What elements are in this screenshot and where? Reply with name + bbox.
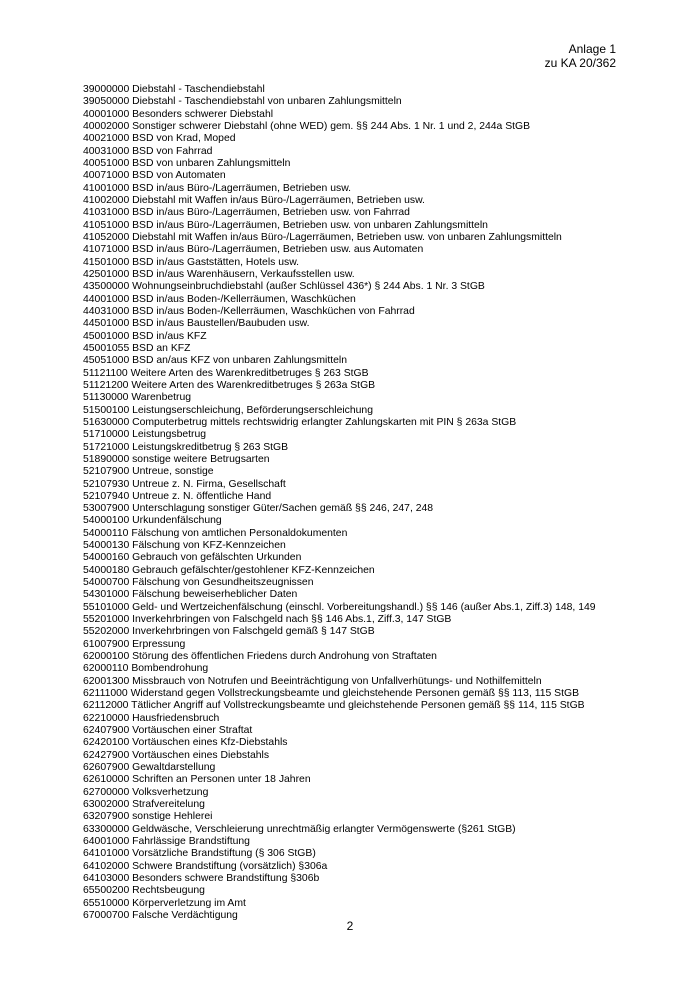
list-item: 51710000 Leistungsbetrug — [83, 429, 207, 441]
list-item: 40002000 Sonstiger schwerer Diebstahl (ohne WED) gem. §§ 244 Abs. 1 Nr. 1 und 2, 244a StGB — [83, 120, 531, 132]
list-item: 63207900 sonstige Hehlerei — [83, 811, 213, 823]
list-item: 62000110 Bombendrohung — [83, 663, 209, 675]
list-item: 54000160 Gebrauch von gefälschten Urkunden — [83, 552, 302, 564]
list-item: 55202000 Inverkehrbringen von Falschgeld gemäß § 147 StGB — [83, 626, 375, 638]
list-item: 64101000 Vorsätzliche Brandstiftung (§ 306 StGB) — [83, 848, 316, 860]
list-item: 62111000 Widerstand gegen Vollstreckungsbeamte und gleichstehende Personen gemäß §§ 113, 115 StGB — [83, 688, 580, 700]
list-item: 62210000 Hausfriedensbruch — [83, 712, 220, 724]
offense-code-list — [83, 84, 596, 922]
list-item: 55101000 Geld- und Wertzeichenfälschung (einschl. Vorbereitungshandl.) §§ 146 (außer Abs.1, Ziff.3) 148, 149 — [83, 601, 596, 613]
list-item: 51500100 Leistungserschleichung, Beförderungserschleichung — [83, 404, 373, 416]
annex-label: Anlage 1 — [568, 42, 616, 56]
list-item: 41031000 BSD in/aus Büro-/Lagerräumen, Betrieben usw. von Fahrrad — [83, 207, 410, 219]
list-item: 41071000 BSD in/aus Büro-/Lagerräumen, Betrieben usw. aus Automaten — [83, 244, 424, 256]
list-item: 55201000 Inverkehrbringen von Falschgeld nach §§ 146 Abs.1, Ziff.3, 147 StGB — [83, 614, 452, 626]
list-item: 62407900 Vortäuschen einer Straftat — [83, 725, 253, 737]
list-item: 51121200 Weitere Arten des Warenkreditbetruges § 263a StGB — [83, 379, 376, 391]
list-item: 65510000 Körperverletzung im Amt — [83, 897, 246, 909]
list-item: 41002000 Diebstahl mit Waffen in/aus Büro-/Lagerräumen, Betrieben usw. — [83, 194, 425, 206]
list-item: 51721000 Leistungskreditbetrug § 263 StGB — [83, 441, 289, 453]
list-item: 62700000 Volksverhetzung — [83, 786, 209, 798]
list-item: 62112000 Tätlicher Angriff auf Vollstreckungsbeamte und gleichstehende Personen gemäß §§ 114, 115 StGB — [83, 700, 585, 712]
list-item: 44501000 BSD in/aus Baustellen/Baubuden usw. — [83, 318, 310, 330]
list-item: 51121100 Weitere Arten des Warenkreditbetruges § 263 StGB — [83, 367, 369, 379]
list-item: 54000700 Fälschung von Gesundheitszeugnissen — [83, 577, 314, 589]
document-header — [545, 42, 616, 70]
list-item: 40031000 BSD von Fahrrad — [83, 145, 213, 157]
list-item: 45001055 BSD an KFZ — [83, 342, 191, 354]
list-item: 54000110 Fälschung von amtlichen Personaldokumenten — [83, 527, 348, 539]
list-item: 62000100 Störung des öffentlichen Friedens durch Androhung von Straftaten — [83, 651, 437, 663]
list-item: 64102000 Schwere Brandstiftung (vorsätzlich) §306a — [83, 860, 328, 872]
list-item: 51130000 Warenbetrug — [83, 392, 192, 404]
list-item: 39000000 Diebstahl - Taschendiebstahl — [83, 84, 265, 95]
list-item: 64103000 Besonders schwere Brandstiftung §306b — [83, 873, 320, 884]
list-item: 41051000 BSD in/aus Büro-/Lagerräumen, Betrieben usw. von unbaren Zahlungsmitteln — [83, 219, 488, 231]
list-item: 53007900 Unterschlagung sonstiger Güter/Sachen gemäß §§ 246, 247, 248 — [83, 503, 434, 515]
list-item: 44031000 BSD in/aus Boden-/Kellerräumen, Waschküchen von Fahrrad — [83, 305, 415, 317]
list-item: 65500200 Rechtsbeugung — [83, 885, 205, 897]
list-item: 63002000 Strafvereitelung — [83, 799, 205, 811]
list-item: 39050000 Diebstahl - Taschendiebstahl von unbaren Zahlungsmitteln — [83, 96, 402, 108]
list-item: 40001000 Besonders schwerer Diebstahl — [83, 108, 274, 120]
list-item: 67000700 Falsche Verdächtigung — [83, 909, 238, 921]
list-item: 51890000 sonstige weitere Betrugsarten — [83, 453, 270, 465]
list-item: 42501000 BSD in/aus Warenhäusern, Verkaufsstellen usw. — [83, 268, 355, 280]
list-item: 40021000 BSD von Krad, Moped — [83, 133, 236, 145]
list-item: 43500000 Wohnungseinbruchdiebstahl (außer Schlüssel 436*) § 244 Abs. 1 Nr. 3 StGB — [83, 281, 485, 293]
list-item: 52107900 Untreue, sonstige — [83, 466, 214, 478]
page-number: 2 — [346, 919, 354, 933]
list-item: 44001000 BSD in/aus Boden-/Kellerräumen, Waschküchen — [83, 293, 356, 305]
list-item: 41501000 BSD in/aus Gaststätten, Hotels usw. — [83, 256, 300, 268]
list-item: 61007900 Erpressung — [83, 638, 186, 650]
list-item: 64001000 Fahrlässige Brandstiftung — [83, 836, 250, 848]
list-item: 52107930 Untreue z. N. Firma, Gesellschaft — [83, 478, 286, 490]
list-item: 62607900 Gewaltdarstellung — [83, 762, 216, 774]
list-item: 41052000 Diebstahl mit Waffen in/aus Büro-/Lagerräumen, Betrieben usw. von unbaren Zahlungsmitteln — [83, 231, 562, 243]
list-item: 40071000 BSD von Automaten — [83, 170, 226, 182]
list-item: 54301000 Fälschung beweiserheblicher Daten — [83, 589, 298, 601]
list-item: 62427900 Vortäuschen eines Diebstahls — [83, 749, 270, 761]
list-item: 54000180 Gebrauch gefälschter/gestohlener KFZ-Kennzeichen — [83, 564, 375, 576]
list-item: 63300000 Geldwäsche, Verschleierung unrechtmäßig erlangter Vermögenswerte (§261 StGB) — [83, 823, 516, 835]
list-item: 40051000 BSD von unbaren Zahlungsmitteln — [83, 157, 291, 169]
list-item: 41001000 BSD in/aus Büro-/Lagerräumen, Betrieben usw. — [83, 182, 352, 194]
list-item: 54000130 Fälschung von KFZ-Kennzeichen — [83, 540, 286, 552]
list-item: 62420100 Vortäuschen eines Kfz-Diebstahls — [83, 737, 288, 749]
reference-label: zu KA 20/362 — [544, 56, 616, 70]
list-item: 62610000 Schriften an Personen unter 18 Jahren — [83, 774, 311, 786]
list-item: 51630000 Computerbetrug mittels rechtswidrig erlangter Zahlungskarten mit PIN § 263a StGB — [83, 416, 517, 428]
list-item: 45001000 BSD in/aus KFZ — [83, 330, 207, 342]
list-item: 52107940 Untreue z. N. öffentliche Hand — [83, 490, 272, 502]
list-item: 62001300 Missbrauch von Notrufen und Beeinträchtigung von Unfallverhütungs- und Nothilfemitteln — [83, 675, 542, 687]
list-item: 54000100 Urkundenfälschung — [83, 515, 222, 527]
list-item: 45051000 BSD an/aus KFZ von unbaren Zahlungsmitteln — [83, 355, 347, 367]
